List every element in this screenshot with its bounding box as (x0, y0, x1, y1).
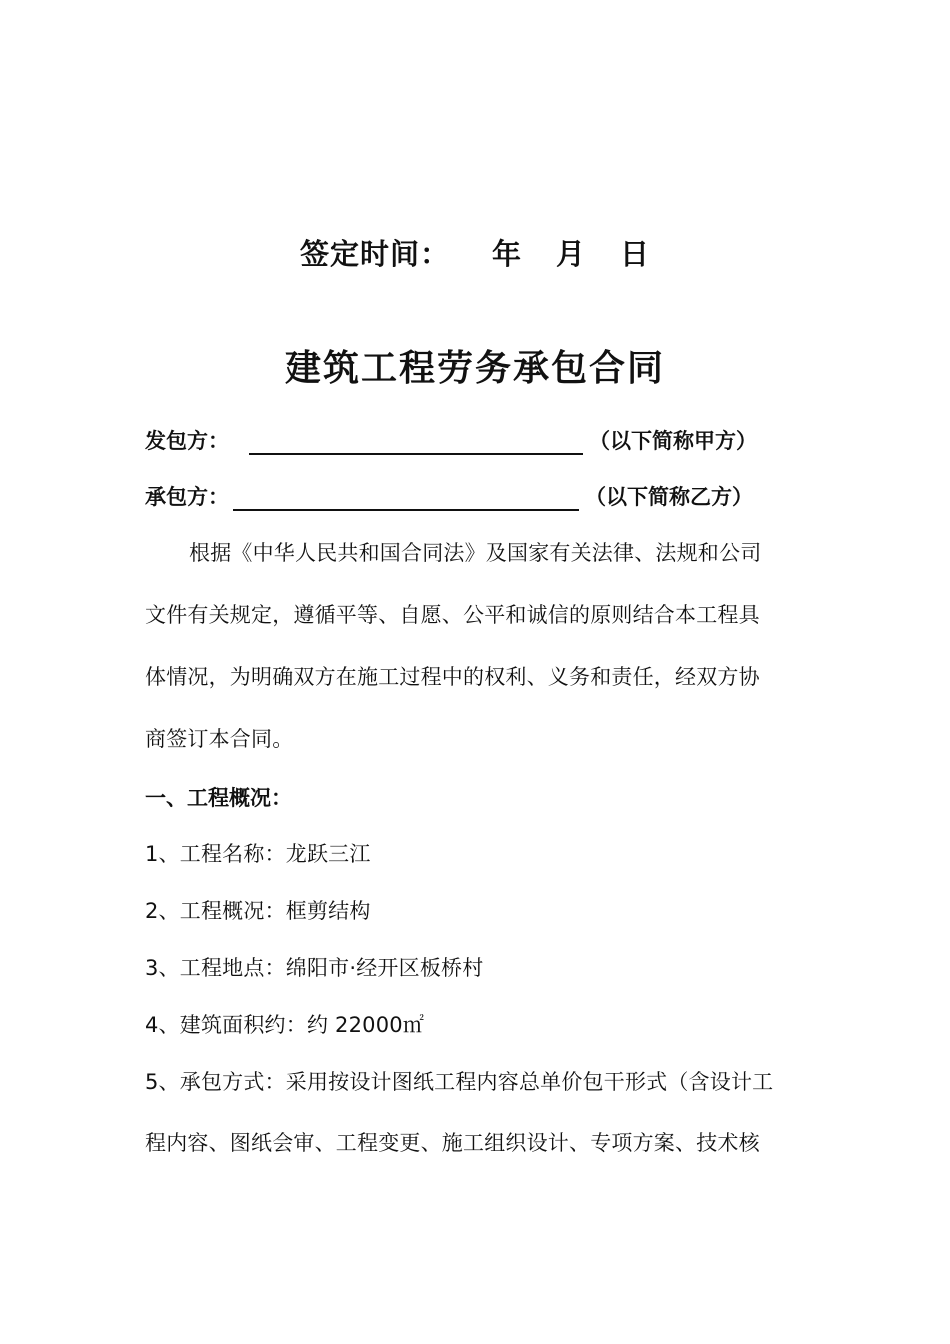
contract-method-line-2: 程内容、图纸会审、工程变更、施工组织设计、专项方案、技术核 (145, 1131, 760, 1155)
sign-date-day: 日 (620, 237, 651, 271)
sign-date-line (0, 232, 950, 273)
contractor-name-blank[interactable] (233, 485, 579, 511)
project-overview-item: 2、工程概况：框剪结构 (145, 899, 371, 923)
floor-area-item: 4、建筑面积约：约 22000㎡ (145, 1013, 425, 1037)
section-1-heading: 一、工程概况： (145, 786, 292, 810)
project-name-item: 1、工程名称：龙跃三江 (145, 842, 371, 866)
contract-method-line-1: 5、承包方式：采用按设计图纸工程内容总单价包干形式（含设计工 (145, 1070, 774, 1094)
document-title: 建筑工程劳务承包合同 (284, 348, 665, 389)
sign-date-label: 签定时间： (299, 237, 450, 271)
employer-line (145, 425, 757, 457)
preamble-line-2: 文件有关规定，遵循平等、自愿、公平和诚信的原则结合本工程具 (145, 603, 760, 627)
sign-date-year: 年 (491, 237, 522, 271)
employer-name-blank[interactable] (249, 429, 583, 455)
preamble-line-1: 根据《中华人民共和国合同法》及国家有关法律、法规和公司 (189, 541, 762, 565)
employer-note: （以下简称甲方） (589, 429, 757, 453)
sign-date-month: 月 (556, 237, 587, 271)
contractor-label: 承包方： (145, 485, 229, 509)
employer-label: 发包方： (145, 429, 229, 453)
project-location-item: 3、工程地点：绵阳市·经开区板桥村 (145, 956, 484, 980)
contractor-line (145, 481, 753, 513)
contractor-note: （以下简称乙方） (585, 485, 753, 509)
preamble-line-4: 商签订本合同。 (145, 727, 294, 751)
preamble-line-3: 体情况，为明确双方在施工过程中的权利、义务和责任，经双方协 (145, 665, 760, 689)
